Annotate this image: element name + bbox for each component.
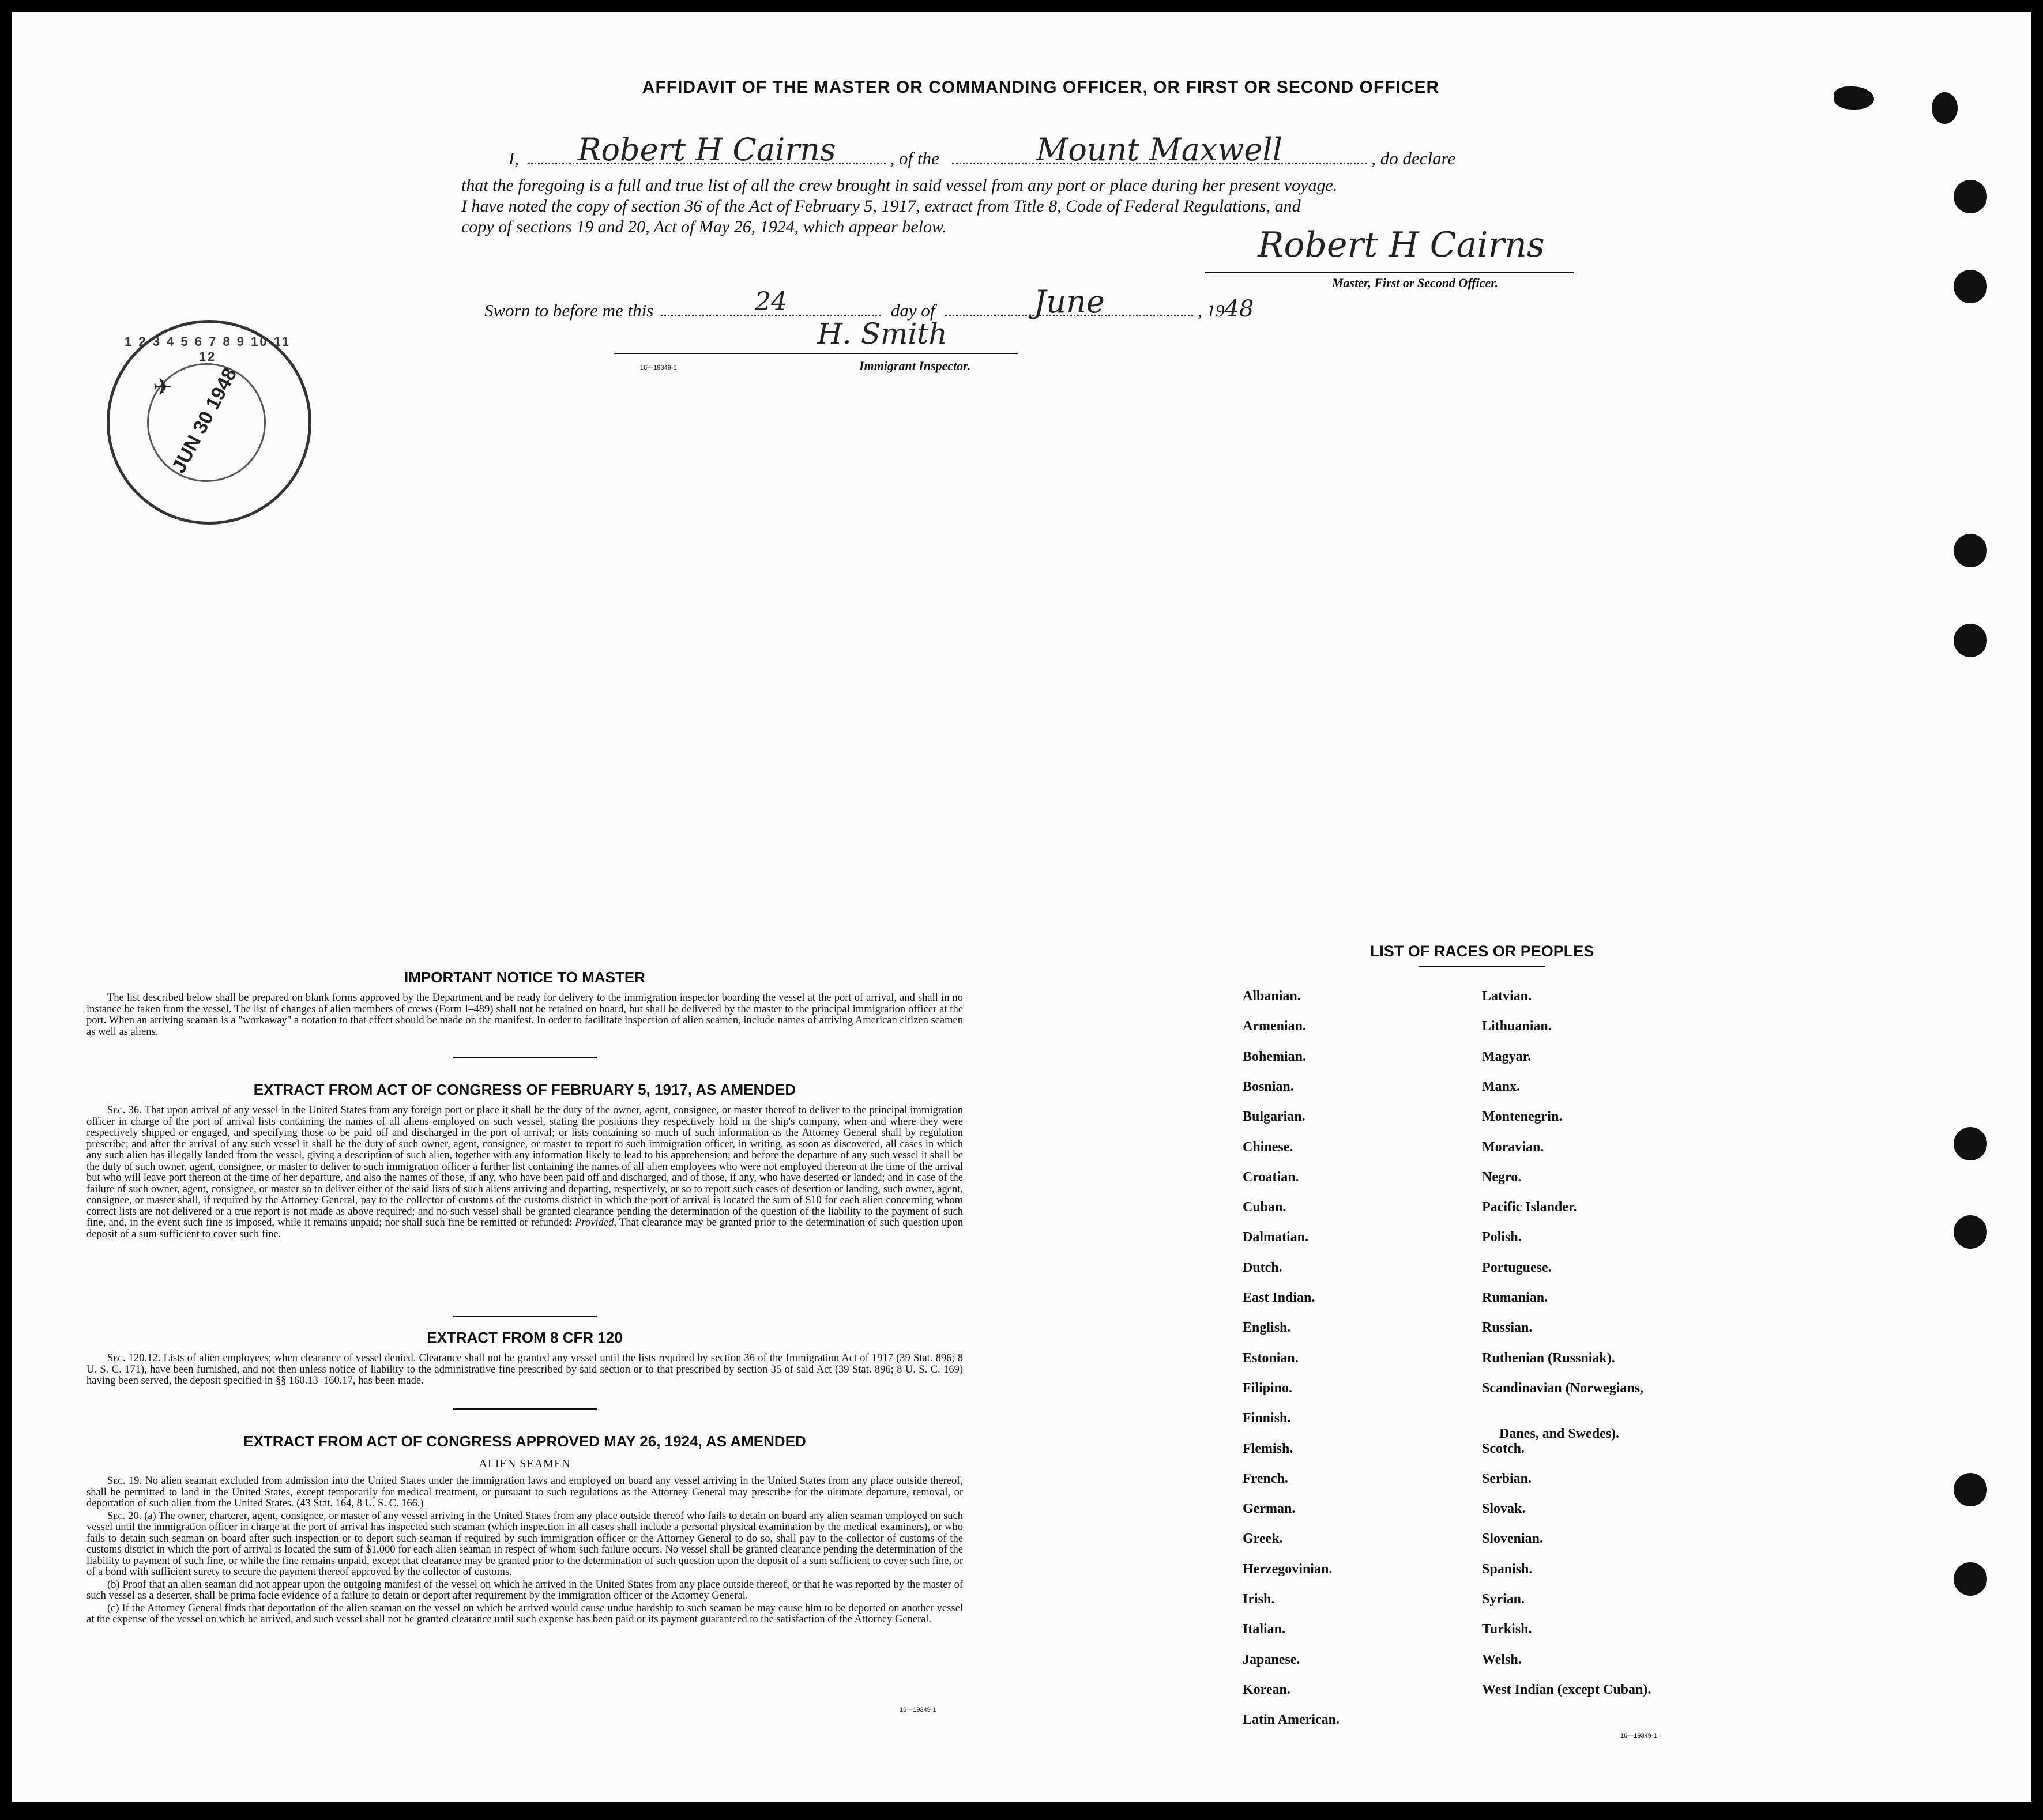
race-item: Scotch.: [1482, 1441, 1525, 1456]
race-item: Armenian.: [1243, 1019, 1306, 1034]
race-item: Slovak.: [1482, 1501, 1526, 1517]
punch-hole: [1954, 270, 1987, 303]
do-declare-label: , do declare: [1371, 148, 1456, 168]
race-item: Slovenian.: [1482, 1531, 1544, 1547]
year-prefix: , 19: [1197, 300, 1225, 321]
race-item: Latin American.: [1243, 1712, 1340, 1728]
race-item: Ruthenian (Russniak).: [1482, 1350, 1615, 1366]
race-item: East Indian.: [1243, 1290, 1315, 1305]
race-item: West Indian (except Cuban).: [1482, 1682, 1651, 1697]
race-item: Chinese.: [1243, 1139, 1293, 1155]
race-item: Finnish.: [1243, 1411, 1291, 1426]
race-item: Bohemian.: [1243, 1049, 1307, 1064]
month-value: June: [1033, 284, 1105, 320]
race-item: Manx.: [1482, 1079, 1520, 1094]
vessel-name-field: [952, 131, 1367, 168]
races-title: LIST OF RACES OR PEOPLES: [1369, 943, 1594, 960]
races-divider: [1419, 966, 1545, 967]
affidavit-title: AFFIDAVIT OF THE MASTER OR COMMANDING OFFICER, OR FIRST OR SECOND OFFICER: [642, 78, 1440, 97]
punch-hole: [1954, 180, 1987, 213]
sec20-label: Sec. 20.: [107, 1510, 142, 1522]
day-field: [661, 287, 881, 316]
punch-hole: [1954, 1473, 1987, 1506]
race-item: Dalmatian.: [1243, 1230, 1308, 1245]
master-signature: Robert H Cairns: [1258, 225, 1545, 265]
race-item: Welsh.: [1482, 1652, 1522, 1667]
race-item: Italian.: [1243, 1622, 1286, 1637]
form-number-top: 16—19349-1: [640, 364, 677, 371]
race-item: Korean.: [1243, 1682, 1290, 1697]
race-item: Japanese.: [1243, 1652, 1300, 1667]
declaration-line-4: copy of sections 19 and 20, Act of May 26, 1924, which appear below.: [461, 217, 947, 236]
inspector-signature: H. Smith: [817, 317, 947, 351]
day-value: 24: [755, 287, 788, 316]
race-item: Cuban.: [1243, 1200, 1286, 1215]
extract-cfr-title: EXTRACT FROM 8 CFR 120: [427, 1329, 623, 1346]
master-name: Robert H Cairns: [577, 131, 836, 168]
race-item: Lithuanian.: [1482, 1019, 1552, 1034]
race-item: Serbian.: [1482, 1471, 1532, 1486]
divider: [453, 1316, 597, 1317]
race-item: Spanish.: [1482, 1561, 1533, 1577]
race-item: Bulgarian.: [1243, 1109, 1305, 1125]
race-item: Moravian.: [1482, 1139, 1544, 1155]
notice-paragraph: The list described below shall be prepared on blank forms approved by the Department and be ready for delivery to the immigration inspector boarding the vessel at the port of arrival, and shall in no instance be taken from the vessel. The list of changes of alien members of crews (Form I–489) shall not be retained on board, but shall be delivered by the master to the principal immigration officer at the port. When an arriving seaman is a "workaway" a notation to that effect should be made on the manifest. In order to facilitate inspection of alien seamen, include names of arriving American citizen seamen as well as aliens.: [86, 992, 963, 1038]
stamp-plane-icon: ✈: [153, 374, 172, 400]
vessel-name: Mount Maxwell: [1036, 131, 1282, 168]
race-item: Russian.: [1482, 1320, 1533, 1336]
race-item: Herzegovinian.: [1243, 1561, 1333, 1577]
i-label: I,: [508, 148, 519, 168]
sec120-label: Sec. 120.12.: [107, 1352, 161, 1364]
punch-hole-mark: [1834, 86, 1874, 110]
race-item: Filipino.: [1243, 1380, 1293, 1396]
race-item: Magyar.: [1482, 1049, 1532, 1064]
sec20a-text: (a) The owner, charterer, agent, consignee, or master of any vessel arriving in the United States from any place outside thereof who fails to detain on board any alien seaman employed on such vessel until the immigration officer in charge at the port of arrival has inspected such seaman (which inspection in all cases shall include a personal physical examination by the medical examiners), or who fails to detain such seaman on board after such inspection or to deport such seaman if required by such immigration officer or the Attorney General to do so, shall pay to the collector of customs of the customs district in which the port of arrival is located the sum of $1,000 for each alien seaman in respect of whom such failure occurs. No vessel shall be granted clearance pending the determination of the liability to payment of such fine, or while the fine remains unpaid, except that clearance may be granted prior to the determination of such question upon the deposit of a sum sufficient to cover such fine, or of a bond with sufficient surety to secure the payment thereof approved by the collector of customs.: [86, 1510, 964, 1578]
race-item: Negro.: [1482, 1169, 1522, 1185]
punch-hole: [1954, 534, 1987, 567]
race-item: Portuguese.: [1482, 1260, 1552, 1275]
declaration-line-2: that the foregoing is a full and true list of all the crew brought in said vessel from any port or place during her present voyage.: [461, 176, 1338, 195]
sec20c-text: (c) If the Attorney General finds that deportation of the alien seaman on the vessel on which he arrived would cause undue hardship to such seaman he may cause him to be deported on another vessel at the expense of the vessel on which he arrived, and such vessel shall not be granted clearance until such expense has been paid or its payment guaranteed to the satisfaction of the Attorney General.: [86, 1602, 963, 1625]
form-number-bottom-left: 16—19349-1: [900, 1706, 936, 1713]
race-item: Pacific Islander.: [1482, 1200, 1577, 1215]
alien-seamen-subtitle: ALIEN SEAMEN: [479, 1457, 571, 1470]
sworn-line: [484, 284, 1620, 322]
punch-hole: [1954, 624, 1987, 657]
signature-line: [1205, 272, 1574, 273]
race-item: Bosnian.: [1243, 1079, 1294, 1094]
punch-hole: [1932, 92, 1958, 124]
sec19-label: Sec. 19.: [107, 1475, 142, 1487]
proviso-text: That clearance may be granted prior to the determination of such question upon deposit of a sum sufficient to cover such fine.: [86, 1217, 964, 1240]
document-page: [12, 12, 2031, 1802]
sec120-text: Lists of alien employees; when clearance of vessel denied. Clearance shall not be granted any vessel until the lists required by section 36 of the Immigration Act of 1917 (39 Stat. 896; 8 U. S. C. 171), have been furnished, and not then unless notice of liability to the administrative fine prescribed by said section or to that prescribed by section 35 of said Act (39 Stat. 896; 8 U. S. C. 169) having been served, the deposit specified in §§ 160.13–160.17, has been made.: [86, 1352, 963, 1386]
race-item: Polish.: [1482, 1230, 1522, 1245]
of-the-label: , of the: [890, 148, 939, 168]
sec36-label: Sec. 36.: [107, 1105, 142, 1116]
inspector-line: [614, 353, 1018, 354]
race-item: Dutch.: [1243, 1260, 1282, 1275]
race-item: Syrian.: [1482, 1592, 1525, 1607]
signature-caption: Master, First or Second Officer.: [1332, 276, 1499, 290]
master-name-field: [528, 131, 886, 168]
stamp-ring-numbers: 1 2 3 4 5 6 7 8 9 10 11 12: [125, 334, 291, 364]
day-of-label: day of: [890, 300, 935, 321]
extract-1917-title: EXTRACT FROM ACT OF CONGRESS OF FEBRUARY 5, 1917, AS AMENDED: [253, 1081, 796, 1098]
notice-body: [86, 993, 963, 1039]
race-item: Danes, and Swedes).: [1499, 1426, 1620, 1442]
race-item: Albanian.: [1243, 989, 1301, 1004]
race-item: German.: [1243, 1501, 1296, 1517]
race-item: Flemish.: [1243, 1441, 1293, 1456]
declaration-line-1: [461, 131, 1597, 170]
extract-1924-title: EXTRACT FROM ACT OF CONGRESS APPROVED MAY 26, 1924, AS AMENDED: [243, 1433, 806, 1450]
divider: [453, 1408, 597, 1410]
race-item: French.: [1243, 1471, 1288, 1486]
race-item: Estonian.: [1243, 1350, 1299, 1366]
race-item: Scandinavian (Norwegians,: [1482, 1380, 1644, 1396]
divider: [453, 1057, 597, 1058]
punch-hole: [1954, 1127, 1987, 1160]
proviso-label: Provided,: [575, 1217, 617, 1229]
race-item: Turkish.: [1482, 1622, 1532, 1637]
race-item: Latvian.: [1482, 989, 1532, 1004]
race-item: English.: [1243, 1320, 1291, 1336]
month-field: [945, 284, 1193, 320]
stamp-date: JUN 30 1948: [167, 364, 242, 477]
punch-hole: [1954, 1215, 1987, 1249]
punch-hole: [1954, 1562, 1987, 1596]
inspector-caption: Immigrant Inspector.: [859, 359, 971, 373]
race-item: Montenegrin.: [1482, 1109, 1563, 1125]
sec20b-text: (b) Proof that an alien seaman did not appear upon the outgoing manifest of the vessel on which he arrived in the United States from any place outside thereof, or that he was reported by the master of such vessel as a deserter, shall be prima facie evidence of a failure to detain or deport after requirement by the immigration officer or the Attorney General.: [86, 1578, 963, 1602]
sec19-text: No alien seaman excluded from admission into the United States under the immigration laws and employed on board any vessel arriving in the United States from any place outside thereof, shall be permitted to land in the United States, except temporarily for medical treatment, or pursuant to such regulations as the Attorney General may prescribe for the ultimate departure, removal, or deportation of such alien from the United States. (43 Stat. 164, 8 U. S. C. 166.): [86, 1475, 964, 1509]
sworn-label: Sworn to before me this: [484, 300, 654, 321]
form-number-bottom-right: 16—19349-1: [1620, 1732, 1657, 1739]
race-item: Croatian.: [1243, 1169, 1299, 1185]
notice-title: IMPORTANT NOTICE TO MASTER: [404, 969, 645, 986]
extract-1924-body: [86, 1476, 963, 1627]
extract-cfr-body: [86, 1353, 963, 1388]
race-item: Irish.: [1243, 1592, 1275, 1607]
year-value: 48: [1224, 296, 1254, 322]
sec36-text: That upon arrival of any vessel in the United States from any foreign port or place it shall be the duty of the owner, agent, consignee, or master thereof to deliver to the principal immigration officer in charge of the port of arrival lists containing the names of all aliens employed on such vessel, stating the positions they respectively hold in the ship's company, when and where they were respectively shipped or engaged, and specifying those to be paid off and discharged in the port of arrival; or lists containing so much of such information as the Attorney General shall by regulation prescribe; and after the arrival of any such vessel it shall be the duty of such owner, agent, consignee, or master to report to such immigration officer, in writing, as soon as discovered, all cases in which any such alien has illegally landed from the vessel, giving a description of such alien, together with any information likely to lead to his apprehension; and before the departure of any such vessel it shall be the duty of such owner, agent, consignee, or master to deliver to such immigration officer a further list containing the names of all alien employees who were not employed thereon at the time of the arrival but who will leave port thereon at the time of her departure, and also the names of those, if any, who have been paid off and discharged, and of those, if any, who have deserted or landed; and in case of the failure of such owner, agent, consignee, or master so to deliver either of the said lists of such aliens arriving and departing, respectively, or so to report such cases of desertion or landing, such owner, agent, consignee, or master shall, if required by the Attorney General, pay to the collector of customs of the customs district in which the port of arrival is located the sum of $10 for each alien concerning whom correct lists are not delivered or a true report is not made as above required; and no such vessel shall be granted clearance pending the determination of the question of the liability to the payment of such fine, and, in the event such fine is imposed, while it remains unpaid; nor shall such fine be remitted or refunded:: [86, 1105, 963, 1229]
extract-1917-body: [86, 1105, 963, 1241]
race-item: Greek.: [1243, 1531, 1283, 1547]
declaration-line-3: I have noted the copy of section 36 of the Act of February 5, 1917, extract from Title 8, Code of Federal Regulations, and: [461, 197, 1301, 216]
race-item: Rumanian.: [1482, 1290, 1548, 1305]
